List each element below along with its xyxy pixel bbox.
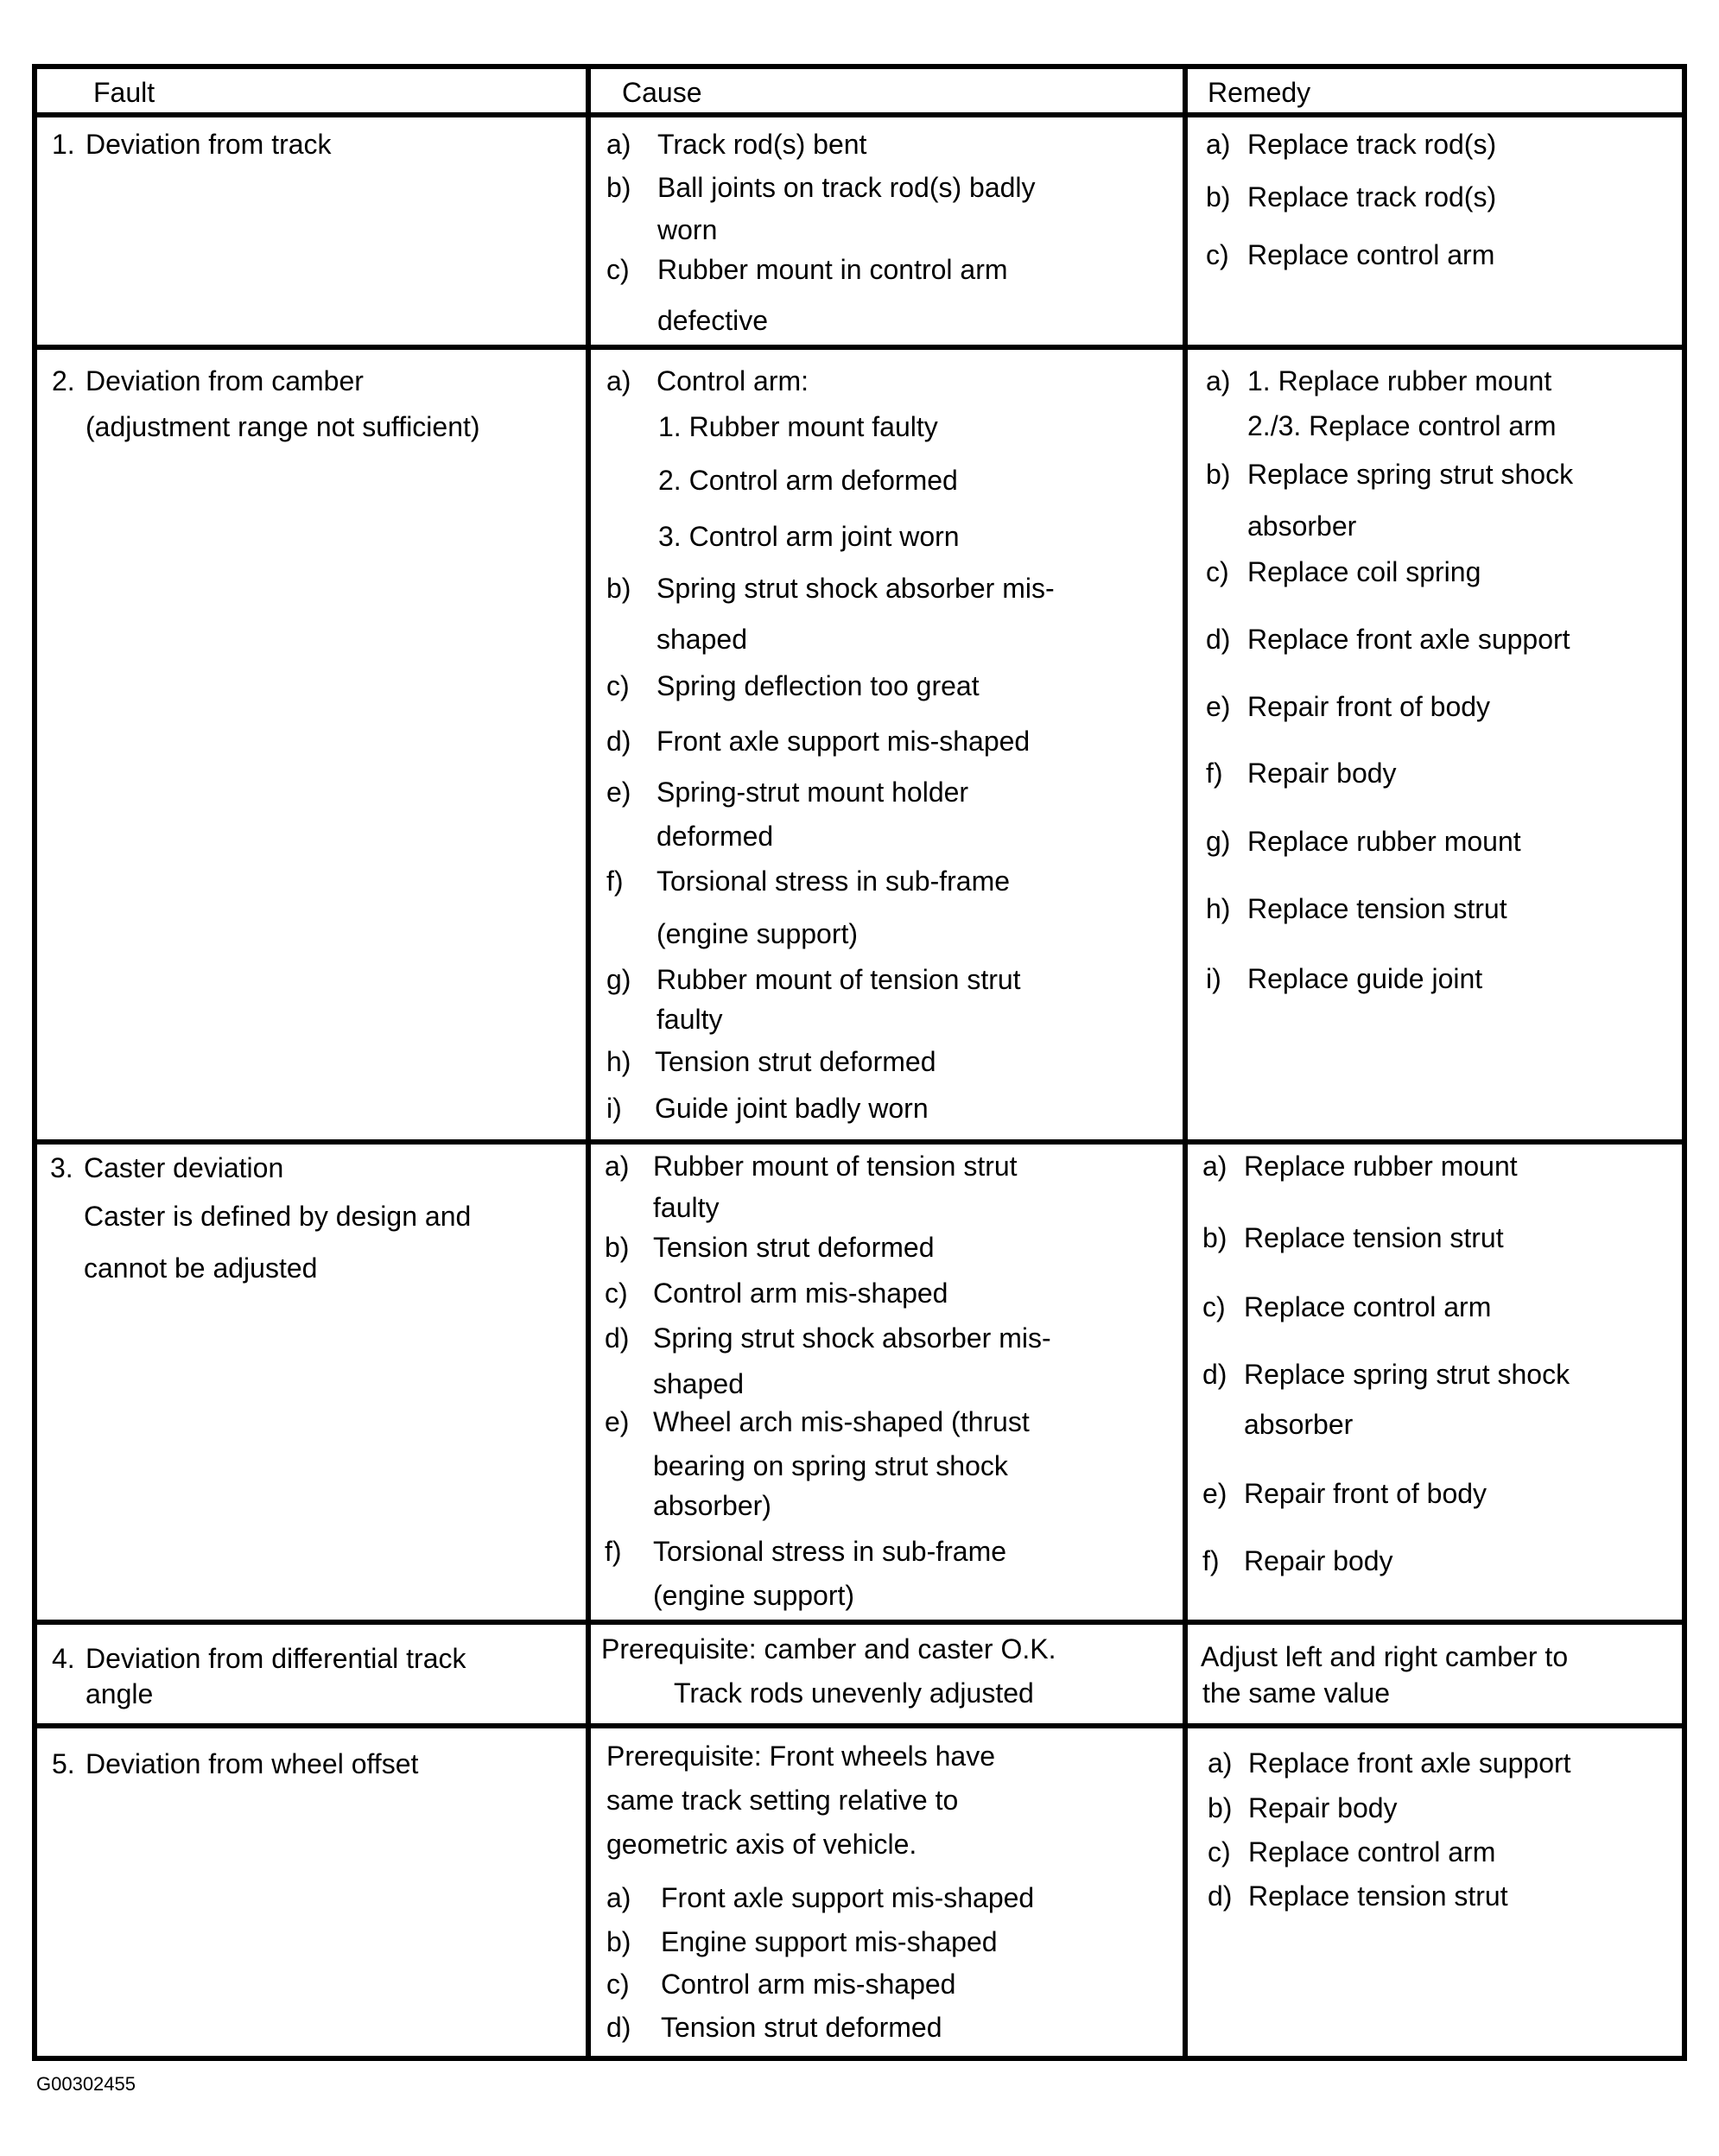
cause-text: Rubber mount of tension strut bbox=[657, 964, 1021, 995]
cause-label: c) bbox=[606, 1969, 630, 2000]
remedy-label: a) bbox=[1208, 1747, 1233, 1779]
remedy-text: Replace guide joint bbox=[1247, 963, 1483, 994]
remedy-text: the same value bbox=[1202, 1677, 1391, 1709]
cause-text: Ball joints on track rod(s) badly bbox=[657, 172, 1036, 203]
remedy-text: Replace control arm bbox=[1248, 1836, 1496, 1867]
cause-label: d) bbox=[606, 726, 631, 757]
cause-text: shaped bbox=[657, 624, 747, 655]
cause-label: i) bbox=[606, 1093, 622, 1124]
remedy-text: Replace front axle support bbox=[1247, 624, 1570, 655]
fault-text: angle bbox=[86, 1678, 154, 1709]
cause-text: Spring strut shock absorber mis- bbox=[653, 1322, 1051, 1354]
remedy-text: Repair body bbox=[1247, 758, 1397, 789]
cause-prerequisite: Prerequisite: camber and caster O.K. bbox=[601, 1633, 1056, 1665]
remedy-label: a) bbox=[1206, 129, 1231, 160]
remedy-label: a) bbox=[1206, 365, 1231, 396]
remedy-text: Replace coil spring bbox=[1247, 556, 1481, 587]
cause-text: Tension strut deformed bbox=[655, 1046, 936, 1077]
remedy-text: Replace track rod(s) bbox=[1247, 129, 1497, 160]
cause-subitem: 2. Control arm deformed bbox=[658, 465, 958, 496]
cause-label: b) bbox=[605, 1232, 630, 1263]
table-border-right bbox=[1682, 64, 1687, 2061]
row-divider bbox=[32, 1723, 1687, 1728]
remedy-label: c) bbox=[1206, 239, 1229, 270]
header-cause: Cause bbox=[622, 77, 702, 108]
remedy-label: c) bbox=[1202, 1291, 1226, 1322]
cause-text: Rubber mount in control arm bbox=[657, 254, 1008, 285]
cause-text: faulty bbox=[653, 1192, 720, 1223]
cause-text: Torsional stress in sub-frame bbox=[657, 866, 1011, 897]
row-divider bbox=[32, 1139, 1687, 1145]
cause-text: Control arm: bbox=[657, 365, 809, 396]
remedy-label: a) bbox=[1202, 1151, 1227, 1182]
remedy-label: e) bbox=[1202, 1478, 1227, 1509]
cause-label: a) bbox=[606, 365, 631, 396]
remedy-label: i) bbox=[1206, 963, 1221, 994]
fault-text: cannot be adjusted bbox=[84, 1252, 318, 1284]
cause-text: (engine support) bbox=[657, 918, 859, 949]
remedy-text: Replace front axle support bbox=[1248, 1747, 1571, 1779]
remedy-label: b) bbox=[1202, 1222, 1227, 1253]
cause-label: g) bbox=[606, 964, 631, 995]
figure-id-caption: G00302455 bbox=[36, 2073, 136, 2095]
fault-number: 3. bbox=[50, 1152, 73, 1183]
cause-label: b) bbox=[606, 1926, 631, 1957]
remedy-text: Replace tension strut bbox=[1248, 1880, 1508, 1912]
remedy-text: 1. Replace rubber mount bbox=[1247, 365, 1552, 396]
remedy-text: Replace tension strut bbox=[1244, 1222, 1504, 1253]
remedy-label: d) bbox=[1202, 1359, 1227, 1390]
cause-text: defective bbox=[657, 305, 769, 336]
row-divider bbox=[32, 1620, 1687, 1625]
fault-number: 5. bbox=[52, 1748, 75, 1779]
column-divider bbox=[1183, 64, 1188, 2061]
cause-label: e) bbox=[606, 777, 631, 808]
cause-text: Tension strut deformed bbox=[661, 2012, 942, 2043]
cause-text: Spring-strut mount holder bbox=[657, 777, 969, 808]
cause-label: c) bbox=[605, 1278, 628, 1309]
remedy-text: absorber bbox=[1247, 510, 1357, 542]
cause-label: e) bbox=[605, 1406, 630, 1437]
remedy-text: Replace rubber mount bbox=[1247, 826, 1521, 857]
remedy-label: e) bbox=[1206, 691, 1231, 722]
cause-text: Control arm mis-shaped bbox=[661, 1969, 956, 2000]
remedy-label: f) bbox=[1202, 1545, 1220, 1576]
cause-label: a) bbox=[605, 1151, 630, 1182]
cause-text: Spring deflection too great bbox=[657, 670, 980, 701]
cause-label: f) bbox=[606, 866, 624, 897]
cause-text: bearing on spring strut shock bbox=[653, 1450, 1008, 1481]
remedy-text: Replace control arm bbox=[1244, 1291, 1492, 1322]
table-border-left bbox=[32, 64, 37, 2061]
cause-label: c) bbox=[606, 670, 630, 701]
remedy-label: g) bbox=[1206, 826, 1231, 857]
cause-text: (engine support) bbox=[653, 1580, 855, 1611]
remedy-label: d) bbox=[1206, 624, 1231, 655]
remedy-label: f) bbox=[1206, 758, 1223, 789]
cause-label: d) bbox=[606, 2012, 631, 2043]
fault-text: Deviation from wheel offset bbox=[86, 1748, 419, 1779]
fault-text: (adjustment range not sufficient) bbox=[86, 411, 480, 442]
cause-label: d) bbox=[605, 1322, 630, 1354]
cause-label: b) bbox=[606, 172, 631, 203]
remedy-label: c) bbox=[1208, 1836, 1231, 1867]
remedy-label: b) bbox=[1206, 459, 1231, 490]
cause-subitem: 1. Rubber mount faulty bbox=[658, 411, 938, 442]
remedy-text: Replace rubber mount bbox=[1244, 1151, 1518, 1182]
cause-text: Wheel arch mis-shaped (thrust bbox=[653, 1406, 1030, 1437]
fault-number: 2. bbox=[52, 365, 75, 396]
cause-prerequisite: geometric axis of vehicle. bbox=[606, 1829, 917, 1860]
cause-text: Tension strut deformed bbox=[653, 1232, 935, 1263]
cause-text: Guide joint badly worn bbox=[655, 1093, 929, 1124]
cause-text: Track rods unevenly adjusted bbox=[674, 1677, 1034, 1709]
header-remedy: Remedy bbox=[1208, 77, 1311, 108]
remedy-label: c) bbox=[1206, 556, 1229, 587]
table-border-bottom bbox=[32, 2056, 1687, 2061]
cause-text: worn bbox=[657, 214, 718, 245]
table-border-top bbox=[32, 64, 1687, 69]
cause-label: c) bbox=[606, 254, 630, 285]
remedy-label: h) bbox=[1206, 893, 1231, 924]
cause-text: absorber) bbox=[653, 1490, 771, 1521]
fault-text: Deviation from differential track bbox=[86, 1643, 466, 1674]
cause-text: shaped bbox=[653, 1368, 744, 1399]
remedy-text: Replace tension strut bbox=[1247, 893, 1507, 924]
cause-prerequisite: same track setting relative to bbox=[606, 1785, 959, 1816]
header-divider bbox=[32, 112, 1687, 117]
cause-text: Engine support mis-shaped bbox=[661, 1926, 998, 1957]
cause-text: Front axle support mis-shaped bbox=[661, 1882, 1035, 1913]
cause-label: h) bbox=[606, 1046, 631, 1077]
fault-text: Caster is defined by design and bbox=[84, 1201, 472, 1232]
cause-text: deformed bbox=[657, 821, 774, 852]
cause-text: Torsional stress in sub-frame bbox=[653, 1536, 1007, 1567]
fault-number: 4. bbox=[52, 1643, 75, 1674]
remedy-text: Repair front of body bbox=[1247, 691, 1491, 722]
cause-label: b) bbox=[606, 573, 631, 604]
remedy-label: b) bbox=[1206, 181, 1231, 212]
remedy-text: Replace spring strut shock bbox=[1244, 1359, 1570, 1390]
header-fault: Fault bbox=[93, 77, 155, 108]
cause-text: Front axle support mis-shaped bbox=[657, 726, 1031, 757]
remedy-text: Repair body bbox=[1248, 1792, 1398, 1823]
remedy-label: b) bbox=[1208, 1792, 1233, 1823]
fault-number: 1. bbox=[52, 129, 75, 160]
remedy-text: Repair body bbox=[1244, 1545, 1393, 1576]
cause-text: Control arm mis-shaped bbox=[653, 1278, 948, 1309]
cause-prerequisite: Prerequisite: Front wheels have bbox=[606, 1741, 995, 1772]
cause-label: a) bbox=[606, 129, 631, 160]
row-divider bbox=[32, 345, 1687, 350]
cause-text: Track rod(s) bent bbox=[657, 129, 867, 160]
cause-subitem: 3. Control arm joint worn bbox=[658, 521, 960, 552]
cause-label: f) bbox=[605, 1536, 622, 1567]
remedy-text: Replace control arm bbox=[1247, 239, 1495, 270]
remedy-text: Replace spring strut shock bbox=[1247, 459, 1574, 490]
cause-text: Spring strut shock absorber mis- bbox=[657, 573, 1055, 604]
column-divider bbox=[586, 64, 591, 2061]
fault-text: Deviation from track bbox=[86, 129, 332, 160]
cause-text: Rubber mount of tension strut bbox=[653, 1151, 1018, 1182]
remedy-text: Repair front of body bbox=[1244, 1478, 1487, 1509]
fault-text: Deviation from camber bbox=[86, 365, 364, 396]
remedy-text: absorber bbox=[1244, 1409, 1354, 1440]
remedy-text: Replace track rod(s) bbox=[1247, 181, 1497, 212]
remedy-label: d) bbox=[1208, 1880, 1233, 1912]
cause-text: faulty bbox=[657, 1004, 723, 1035]
remedy-text: 2./3. Replace control arm bbox=[1247, 410, 1557, 441]
remedy-text: Adjust left and right camber to bbox=[1201, 1641, 1569, 1672]
cause-label: a) bbox=[606, 1882, 631, 1913]
fault-text: Caster deviation bbox=[84, 1152, 284, 1183]
